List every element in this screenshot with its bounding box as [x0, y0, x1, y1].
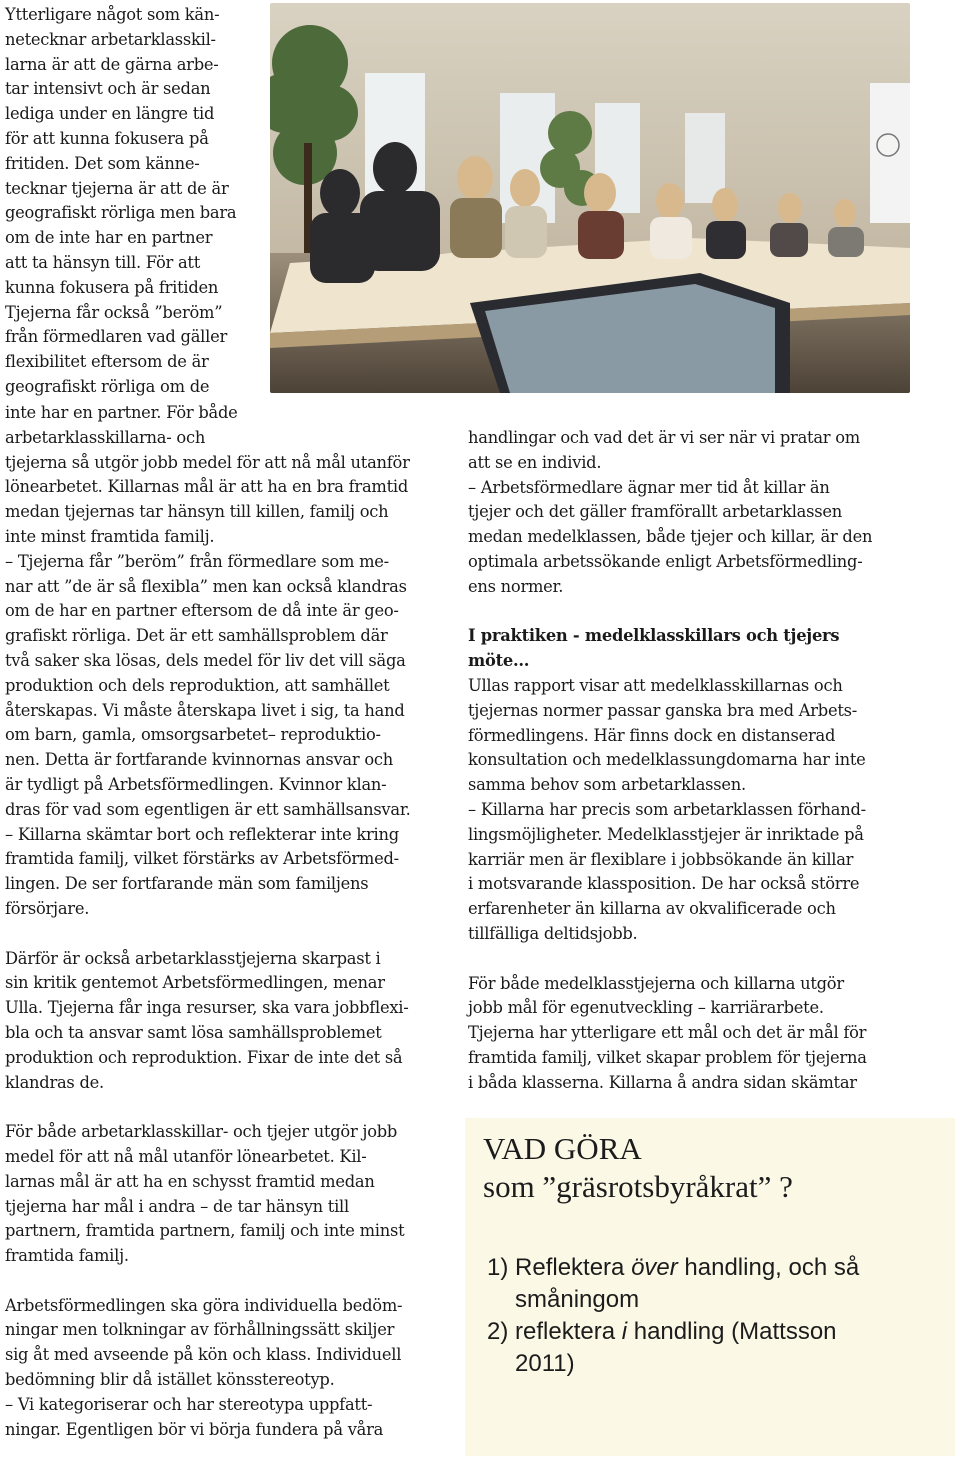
text-line: medan tjejernas tar hänsyn till killen, familj och — [5, 502, 389, 522]
text-line: produktion och reproduktion. Fixar de inte det så — [5, 1047, 403, 1067]
text-line: partnern, framtida partnern, familj och inte minst — [5, 1221, 405, 1241]
text-line: samma behov som arbetarklassen. — [468, 775, 746, 795]
text-line: framtida familj, vilket skapar problem för tjejerna — [468, 1047, 867, 1067]
text-line: karriär men är flexiblare i jobbsökande än killar — [468, 849, 854, 869]
text-line: medel för att nå mål utanför lönearbetet. Kil- — [5, 1146, 367, 1166]
text-line: nar att ”de är så flexibla” men kan också klandras — [5, 576, 407, 596]
text-line: tecknar tjejerna är att de är — [5, 178, 229, 198]
text-line: nen. Detta är fortfarande kvinnornas ansvar och — [5, 750, 393, 770]
text-line: försörjare. — [5, 898, 90, 918]
text-line: framtida familj, vilket förstärks av Arbetsförmed- — [5, 849, 399, 869]
paragraph — [5, 1294, 445, 1443]
text-line: produktion och dels reproduktion, att samhället — [5, 675, 390, 695]
paragraph-gap — [5, 922, 445, 947]
paragraph — [468, 426, 913, 600]
text-line: geografiskt rörliga men bara — [5, 203, 237, 223]
conference-photo — [270, 3, 910, 393]
text-line: tjejernas normer passar ganska bra med Arbets- — [468, 700, 857, 720]
slide-item-1-cont: småningom — [515, 1286, 640, 1313]
text-line: tjejer och det gäller framförallt arbetarklassen — [468, 502, 842, 522]
text-line: handlingar och vad det är vi ser när vi pratar om — [468, 428, 860, 447]
text-line: sig åt med avseende på kön och klass. Individuell — [5, 1345, 402, 1365]
paragraph-gap — [468, 600, 913, 625]
text-line: För både medelklasstjejerna och killarna utgör — [468, 973, 844, 993]
text-line: tar intensivt och är sedan — [5, 79, 211, 99]
text-line: bedömning blir då istället könsstereotyp. — [5, 1370, 335, 1390]
text-line: Tjejerna har ytterligare ett mål och det är mål för — [468, 1023, 867, 1043]
text-line: grafiskt rörliga. Det är ett samhällsproblem där — [5, 626, 388, 646]
slide-subtitle: som ”gräsrotsbyråkrat” ? — [483, 1169, 793, 1204]
text-line: – Arbetsförmedlare ägnar mer tid åt killar än — [468, 477, 830, 497]
text-line: Ytterligare något som kän- — [5, 5, 220, 24]
text-line: i motsvarande klassposition. De har också större — [468, 874, 860, 894]
text-line: inte minst framtida familj. — [5, 526, 215, 546]
text-line: lönearbetet. Killarnas mål är att ha en bra framtid — [5, 477, 409, 497]
slide-item-2-cont: 2011) — [515, 1350, 575, 1377]
text-line: från förmedlaren vad gäller — [5, 327, 227, 347]
text-line: I praktiken - medelklasskillars och tjejers — [468, 626, 840, 646]
paragraph — [468, 972, 913, 1096]
text-line: För både arbetarklasskillar- och tjejer utgör jobb — [5, 1122, 398, 1142]
text-line: – Killarna har precis som arbetarklassen förhand- — [468, 799, 866, 819]
text-line: tillfälliga deltidsjobb. — [468, 923, 638, 943]
text-line: arbetarklasskillarna- och — [5, 427, 206, 447]
text-line: medan medelklassen, både tjejer och killar, är den — [468, 527, 873, 547]
text-line: i båda klasserna. Killarna å andra sidan skämtar — [468, 1072, 857, 1092]
text-line: geografiskt rörliga om de — [5, 376, 210, 396]
text-line: Därför är också arbetarklasstjejerna skarpast i — [5, 948, 381, 968]
text-line: ningar men tolkningar av förhållningssätt skiljer — [5, 1320, 395, 1340]
paragraph — [468, 624, 913, 674]
text-line: bla och ta ansvar samt lösa samhällsproblemet — [5, 1022, 382, 1042]
text-line: konsultation och medelklassungdomarna har inte — [468, 750, 866, 770]
text-line: återskapas. Vi måste återskapa livet i sig, ta hand — [5, 700, 405, 720]
text-line: larna är att de gärna arbe- — [5, 54, 219, 74]
paragraph — [5, 3, 267, 400]
text-line: erfarenheter än killarna av okvalificerade och — [468, 899, 836, 919]
text-line: om barn, gamla, omsorgsarbetet– reproduktio- — [5, 725, 381, 745]
paragraph — [5, 947, 445, 1096]
paragraph-gap — [5, 1269, 445, 1294]
text-line: lingen. De ser fortfarande män som familjens — [5, 874, 369, 894]
slide-item-1: 1) Reflektera över handling, och så — [487, 1254, 860, 1281]
text-line: att ta hänsyn till. För att — [5, 252, 201, 272]
text-line: är tydligt på Arbetsförmedlingen. Kvinnor klan- — [5, 774, 387, 794]
text-line: tjejerna så utgör jobb medel för att nå mål utanför — [5, 452, 410, 472]
text-line: möte... — [468, 651, 530, 671]
text-line: jobb mål för egenutveckling – karriärarbete. — [468, 998, 824, 1018]
slide-title: VAD GÖRA — [483, 1131, 642, 1166]
text-line: larnas mål är att ha en schysst framtid medan — [5, 1171, 375, 1191]
text-line: lingsmöjligheter. Medelklasstjejer är inriktade på — [468, 824, 864, 844]
text-line: för att kunna fokusera på — [5, 128, 209, 148]
right-column-text — [468, 426, 913, 1096]
text-line: sin kritik gentemot Arbetsförmedlingen, menar — [5, 973, 385, 993]
text-line: Arbetsförmedlingen ska göra individuella bedöm- — [5, 1295, 403, 1315]
text-line: – Killarna skämtar bort och reflekterar inte kring — [5, 824, 399, 844]
text-line: framtida familj. — [5, 1246, 129, 1266]
text-line: ens normer. — [468, 576, 564, 596]
text-line: Tjejerna får också ”beröm” — [5, 302, 223, 322]
text-line: Ulla. Tjejerna får inga resurser, ska vara jobbflexi- — [5, 998, 409, 1018]
text-line: fritiden. Det som känne- — [5, 153, 200, 173]
text-line: ningar. Egentligen bör vi börja fundera på våra — [5, 1419, 384, 1439]
text-line: dras för vad som egentligen är ett samhällsansvar. — [5, 799, 411, 819]
text-line: två saker ska lösas, dels medel för liv det vill säga — [5, 650, 406, 670]
text-line: förmedlingens. Här finns dock en distanserad — [468, 725, 836, 745]
paragraph — [468, 674, 913, 947]
text-line: klandras de. — [5, 1072, 104, 1092]
text-line: att se en individ. — [468, 452, 602, 472]
paragraph-gap — [5, 1095, 445, 1120]
text-line: om de inte har en partner — [5, 228, 213, 248]
slide-item-2: 2) reflektera i handling (Mattsson — [487, 1318, 837, 1345]
paragraph-gap — [468, 947, 913, 972]
text-line: lediga under en längre tid — [5, 104, 215, 124]
text-line: – Tjejerna får ”beröm” från förmedlare som me- — [5, 551, 389, 571]
paragraph — [5, 401, 445, 922]
text-line: inte har en partner. För både — [5, 403, 238, 422]
text-line: Ullas rapport visar att medelklasskillarnas och — [468, 675, 843, 695]
text-line: tjejerna har mål i andra – de tar hänsyn till — [5, 1196, 349, 1216]
text-line: kunna fokusera på fritiden — [5, 277, 219, 297]
text-line: flexibilitet eftersom de är — [5, 352, 209, 372]
text-line: netecknar arbetarklasskil- — [5, 29, 216, 49]
text-line: – Vi kategoriserar och har stereotypa uppfatt- — [5, 1394, 373, 1414]
left-column-text — [5, 401, 445, 1442]
presentation-slide-image — [465, 1118, 955, 1456]
paragraph — [5, 1120, 445, 1269]
text-line: om de har en partner eftersom de då inte är geo- — [5, 601, 399, 621]
text-line: optimala arbetssökande enligt Arbetsförmedling- — [468, 551, 863, 571]
left-column-top-text — [5, 3, 267, 400]
